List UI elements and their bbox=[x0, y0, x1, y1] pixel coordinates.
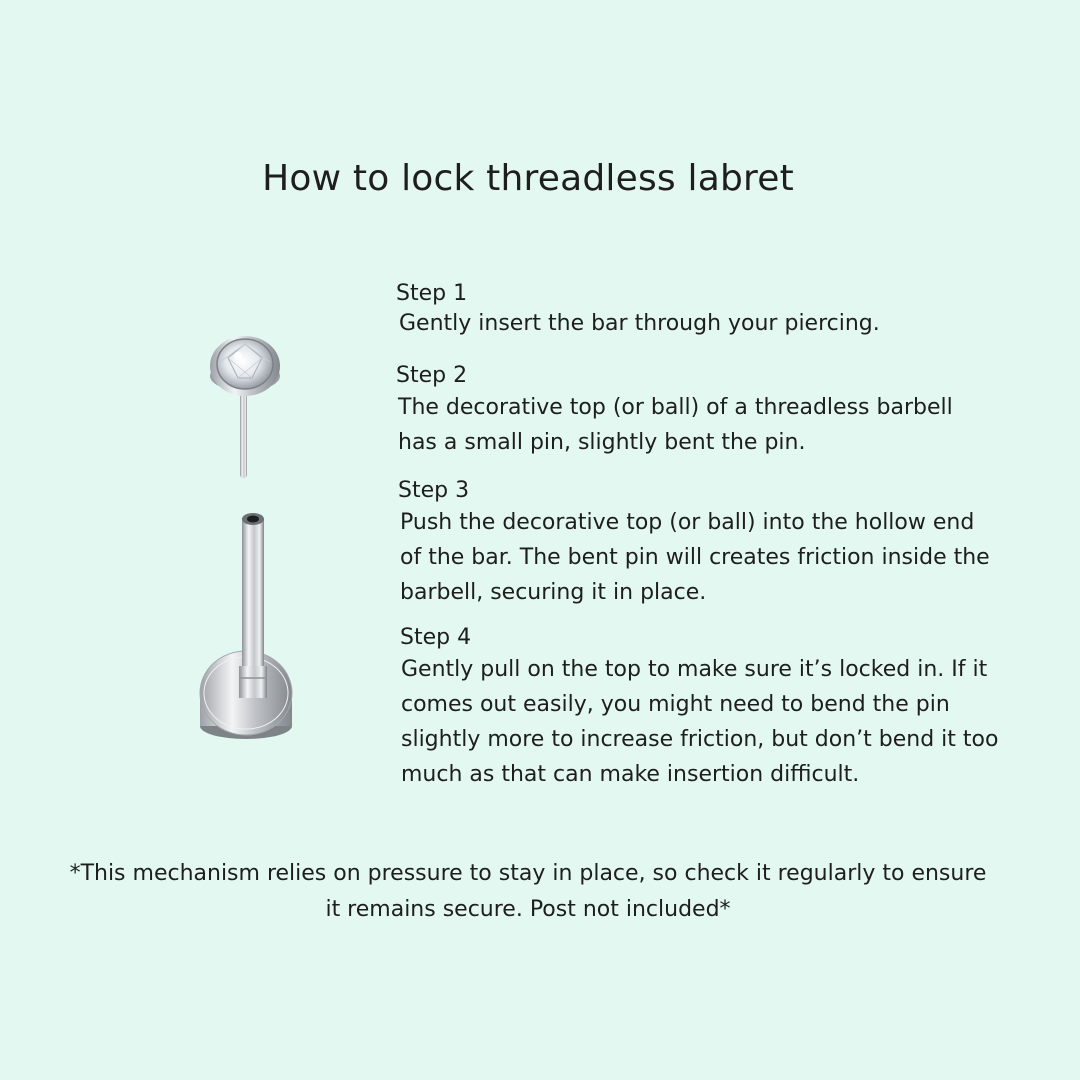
step-text: Gently insert the bar through your piercing. bbox=[399, 311, 880, 336]
step-2 bbox=[396, 362, 976, 460]
labret-post bbox=[200, 513, 292, 739]
step-label: Step 2 bbox=[396, 363, 468, 388]
step-label: Step 3 bbox=[398, 478, 470, 503]
step-label: Step 1 bbox=[396, 281, 468, 306]
gem-top-with-pin bbox=[210, 336, 280, 478]
footnote: *This mechanism relies on pressure to stay in place, so check it regularly to ensure it remains secure. Post not included* bbox=[69, 861, 987, 922]
step-3 bbox=[398, 477, 998, 610]
step-text: Push the decorative top (or ball) into the hollow end of the bar. The bent pin will creates friction inside the barbell, securing it in place. bbox=[400, 510, 990, 605]
threadless-labret-illustration bbox=[190, 318, 300, 758]
step-label: Step 4 bbox=[400, 625, 472, 650]
page-title: How to lock threadless labret bbox=[262, 158, 794, 199]
step-1 bbox=[396, 280, 880, 341]
step-text: Gently pull on the top to make sure it’s locked in. If it comes out easily, you might need to bend the pin slightly more to increase friction, but don’t bend it too much as that can make insertion difficult. bbox=[401, 657, 999, 787]
step-text: The decorative top (or ball) of a threadless barbell has a small pin, slightly bent the pin. bbox=[398, 395, 953, 455]
step-4 bbox=[400, 624, 1000, 792]
